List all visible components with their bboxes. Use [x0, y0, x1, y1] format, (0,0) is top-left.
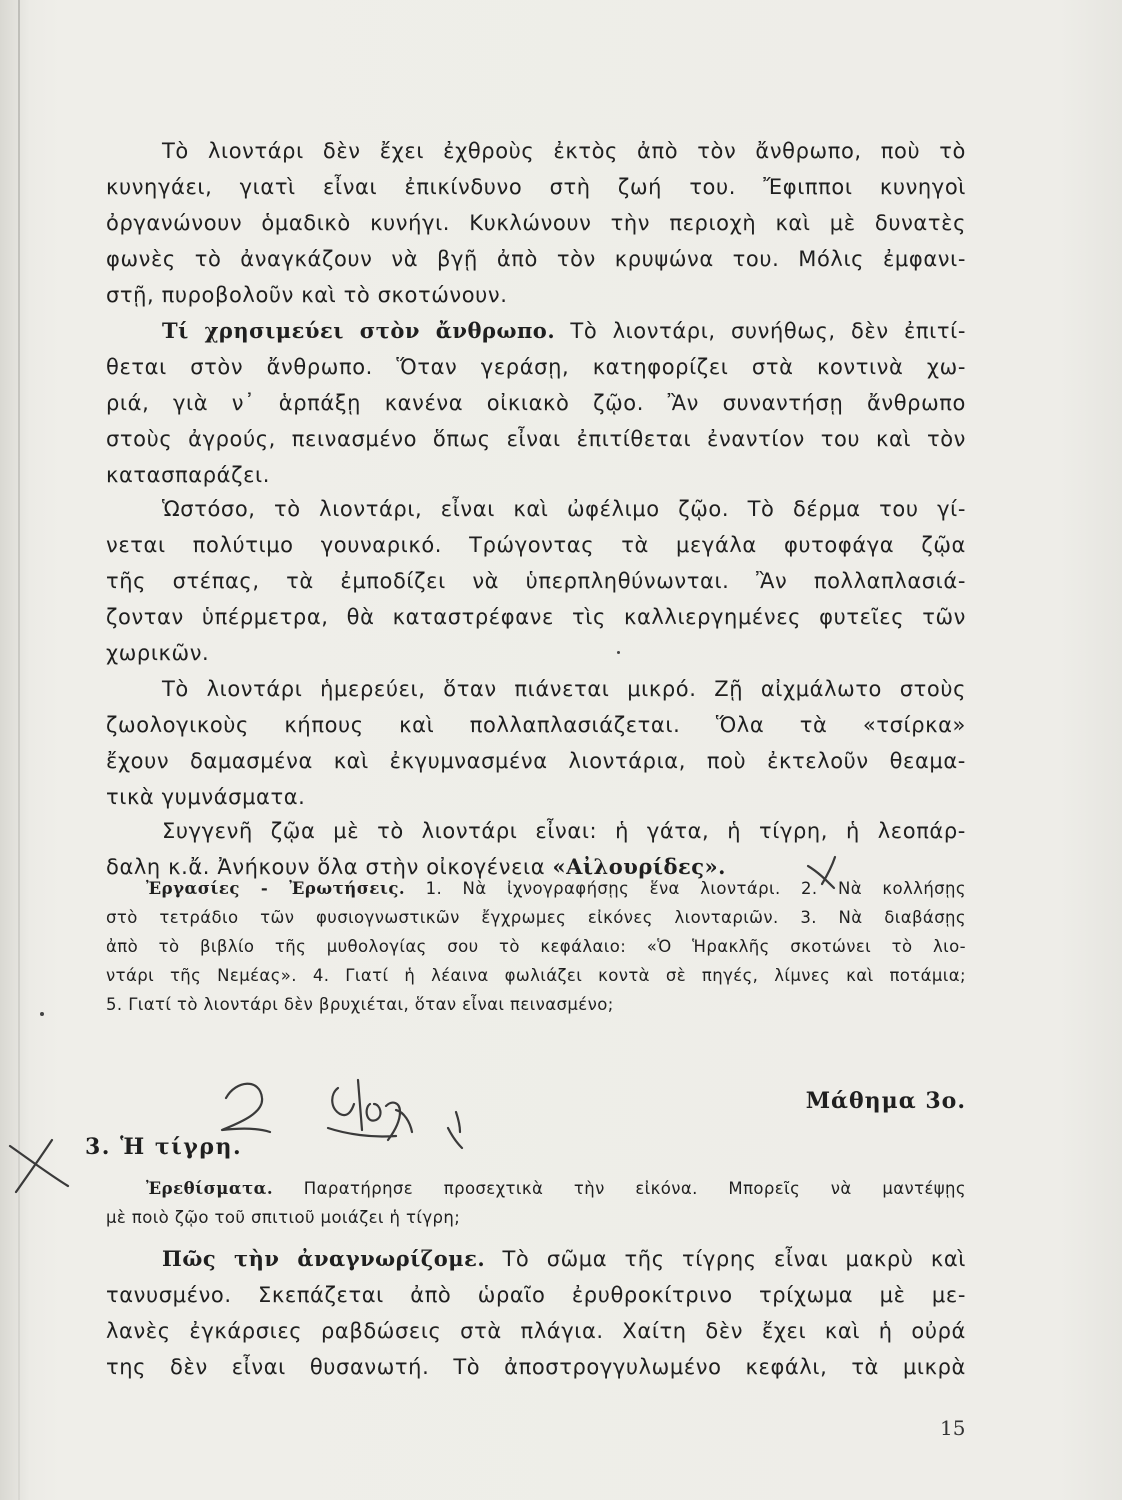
- text-run: δαλη κ.ἄ. Ἀνήκουν ὅλα στὴν οἰκογένεια: [106, 855, 546, 879]
- text-line: 5. Γιατί τὸ λιοντάρι δὲν βρυχιέται, ὅταν εἶναι πεινασμένο;: [106, 995, 614, 1014]
- text-line: κατασπαράζει.: [106, 463, 271, 487]
- text-line: ντάρι τῆς Νεμέας». 4. Γιατί ἡ λέαινα φωλιάζει κοντὰ σὲ πηγές, λίμνες καὶ ποτάμια;: [106, 966, 966, 985]
- text-line: Τὸ λιοντάρι ἡμερεύει, ὅταν πιάνεται μικρό. Ζῇ αἰχμάλωτο στοὺς: [162, 677, 966, 701]
- cross-mark-icon: [10, 1140, 68, 1192]
- text-line: ριά, γιὰ ν᾿ ἁρπάξῃ κανένα οἰκιακὸ ζῷο. Ἂν συναντήσῃ ἄνθρωπο: [106, 391, 966, 415]
- text-line: Τὸ λιοντάρι δὲν ἔχει ἐχθροὺς ἐκτὸς ἀπὸ τὸν ἄνθρωπο, ποὺ τὸ: [162, 139, 966, 163]
- text-line: ζονταν ὑπέρμετρα, θὰ καταστρέφανε τὶς καλλιεργημένες φυτεῖες τῶν: [106, 605, 966, 629]
- page-number: 15: [940, 1416, 966, 1440]
- text-line: τικὰ γυμνάσματα.: [106, 785, 306, 809]
- text-line: στὸ τετράδιο τῶν φυσιογνωστικῶν ἔγχρωμες εἰκόνες λιονταριῶν. 3. Νὰ διαβάσῃς: [106, 908, 966, 927]
- text-line: κυνηγάει, γιατὶ εἶναι ἐπικίνδυνο στὴ ζωή του. Ἔφιπποι κυνηγοὶ: [106, 175, 966, 199]
- text-line: θεται στὸν ἄνθρωπο. Ὅταν γεράσῃ, κατηφορίζει στὰ κοντινὰ χω-: [106, 355, 966, 379]
- text-run: Τὸ λιοντάρι, συνήθως, δὲν ἐπιτί-: [570, 319, 966, 343]
- text-line: της δὲν εἶναι θυσανωτή. Τὸ ἀποστρογγυλωμένο κεφάλι, τὰ μικρὰ: [106, 1355, 966, 1379]
- check-mark-icon: [808, 857, 835, 888]
- handwritten-two-icon: [222, 1084, 270, 1132]
- text-run: Τὸ σῶμα τῆς τίγρης εἶναι μακρὺ καὶ: [502, 1247, 967, 1271]
- paragraph-heading: Τί χρησιμεύει στὸν ἄνθρωπο.: [162, 318, 556, 343]
- text-line: τανυσμένο. Σκεπάζεται ἀπὸ ὡραῖο ἐρυθροκίτρινο τρίχωμα μὲ με-: [106, 1283, 966, 1307]
- text-line: τῆς στέπας, τὰ ἐμποδίζει νὰ ὑπερπληθύνωνται. Ἂν πολλαπλασιά-: [106, 569, 966, 593]
- text-run: Παρατήρησε προσεχτικὰ τὴν εἰκόνα. Μπορεῖς νὰ μαντέψῃς: [303, 1179, 966, 1198]
- handwritten-scribble-icon: [332, 1080, 412, 1140]
- family-name: «Αἰλουρίδες».: [552, 854, 726, 879]
- text-line: ζωολογικοὺς κήπους καὶ πολλαπλασιάζεται. Ὅλα τὰ «τσίρκα»: [106, 713, 966, 737]
- stimuli-heading: Ἐρεθίσματα.: [146, 1179, 274, 1198]
- text-line: μὲ ποιὸ ζῷο τοῦ σπιτιοῦ μοιάζει ἡ τίγρη;: [106, 1208, 461, 1227]
- text-line: στῇ, πυροβολοῦν καὶ τὸ σκοτώνουν.: [106, 283, 508, 307]
- text-line: φωνὲς τὸ ἀναγκάζουν νὰ βγῇ ἀπὸ τὸν κρυψώνα του. Μόλις ἐμφανι-: [106, 247, 966, 271]
- handwritten-stroke-icon: [448, 1112, 462, 1148]
- text-line: χωρικῶν.: [106, 641, 210, 665]
- text-line: ὀργανώνουν ὁμαδικὸ κυνήγι. Κυκλώνουν τὴν περιοχὴ καὶ μὲ δυνατὲς: [106, 211, 966, 235]
- paragraph-heading: Πῶς τὴν ἀναγνωρίζομε.: [162, 1246, 486, 1271]
- text-line: Ὡστόσο, τὸ λιοντάρι, εἶναι καὶ ὠφέλιμο ζῷο. Τὸ δέρμα του γί-: [162, 497, 966, 521]
- exercises-heading: Ἐργασίες - Ἐρωτήσεις.: [146, 879, 406, 898]
- text-line: ἀπὸ τὸ βιβλίο τῆς μυθολογίας σου τὸ κεφάλαιο: «Ὁ Ἡρακλῆς σκοτώνει τὸ λιο-: [106, 937, 966, 956]
- text-line: στοὺς ἀγρούς, πεινασμένο ὅπως εἶναι ἐπιτίθεται ἐναντίον του καὶ τὸν: [106, 427, 966, 451]
- text-run: 1. Νὰ ἰχνογραφήσῃς ἕνα λιοντάρι. 2. Νὰ κολλήσῃς: [425, 879, 966, 898]
- text-line: ἔχουν δαμασμένα καὶ ἐκγυμνασμένα λιοντάρια, ποὺ ἐκτελοῦν θεαμα-: [106, 749, 966, 773]
- lesson-heading: Μάθημα 3ο.: [805, 1088, 966, 1114]
- section-title: 3. Ἡ τίγρη.: [85, 1134, 243, 1160]
- text-line: Συγγενῆ ζῷα μὲ τὸ λιοντάρι εἶναι: ἡ γάτα, ἡ τίγρη, ἡ λεοπάρ-: [162, 819, 966, 843]
- text-line: νεται πολύτιμο γουναρικό. Τρώγοντας τὰ μεγάλα φυτοφάγα ζῷα: [106, 533, 966, 557]
- text-line: λανὲς ἐγκάρσιες ραβδώσεις στὰ πλάγια. Χαίτη δὲν ἔχει καὶ ἡ οὐρά: [106, 1319, 966, 1343]
